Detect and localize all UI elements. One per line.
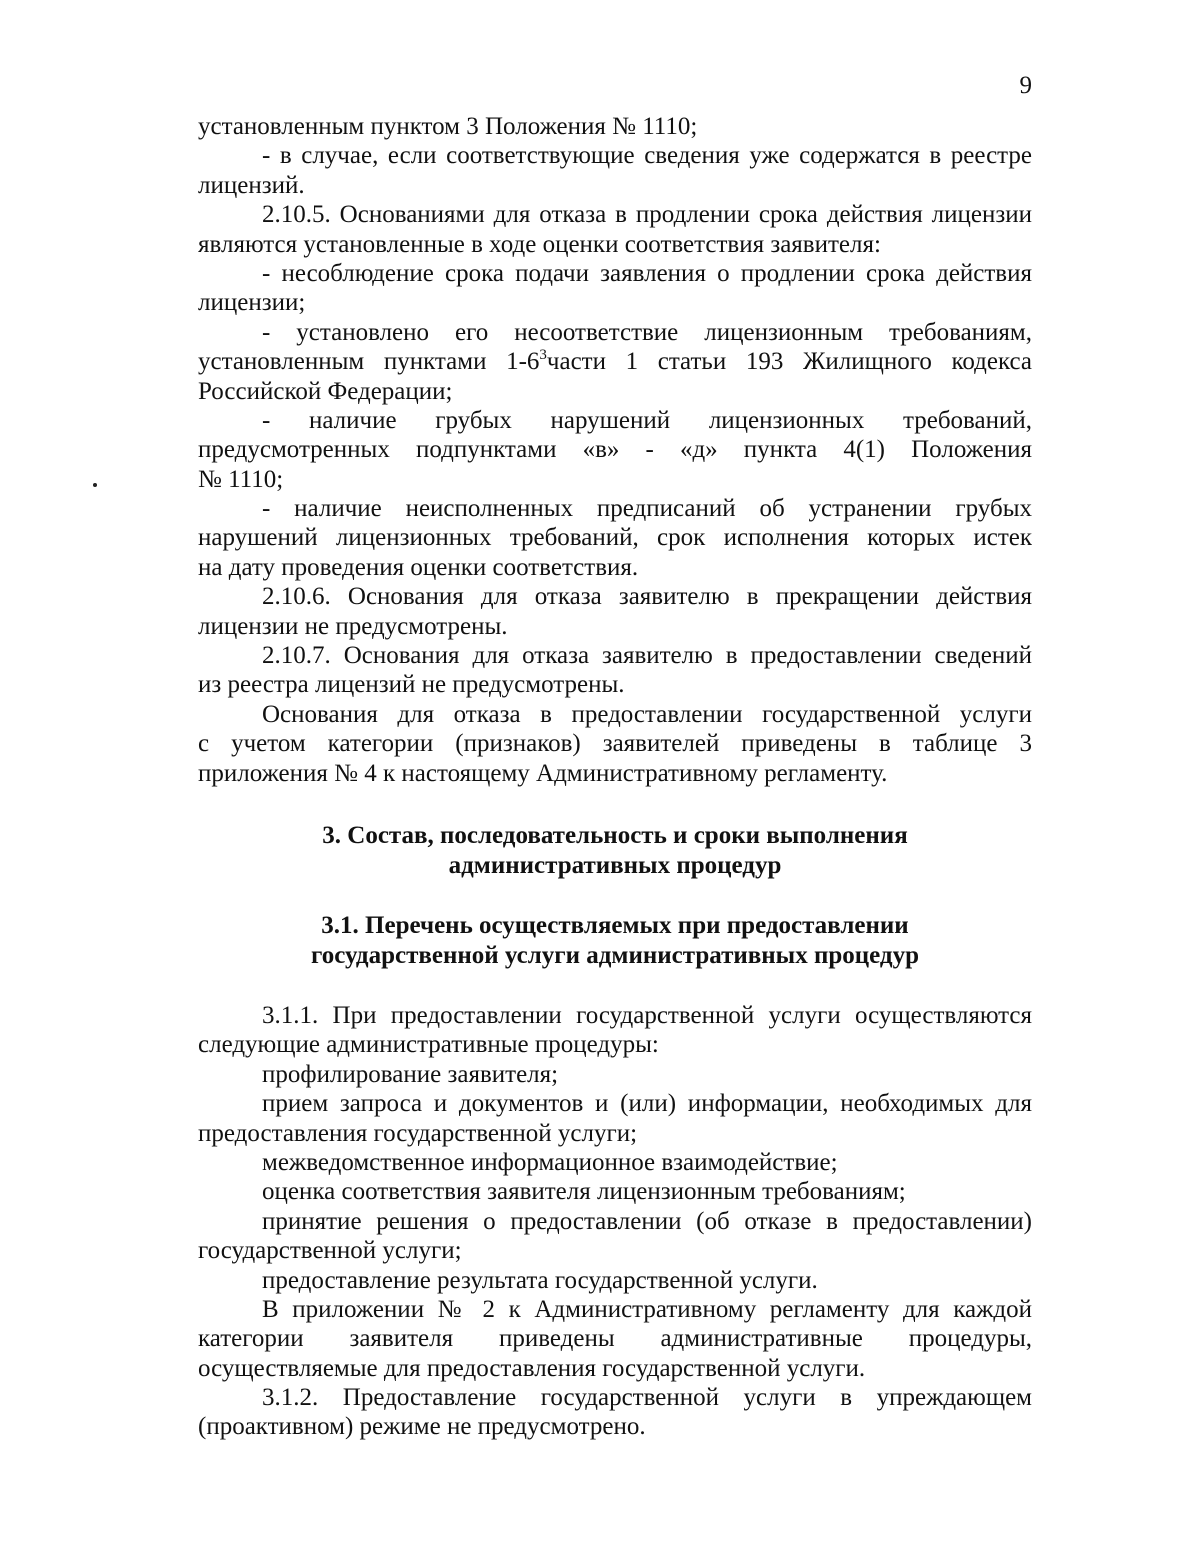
text-line: - установлено его несоответствие лицензионным требованиям, <box>262 318 1032 346</box>
text-line: 2.10.6. Основания для отказа заявителю в прекращении действия <box>262 583 1032 611</box>
text-line: 3.1.2. Предоставление государственной услуги в упреждающем <box>262 1384 1032 1412</box>
text-line: 2.10.5. Основаниями для отказа в продлении срока действия лицензии <box>262 201 1032 229</box>
heading-line: 3. Состав, последовательность и сроки выполнения <box>322 821 908 849</box>
text-line: на дату проведения оценки соответствия. <box>198 553 639 581</box>
text-line: предоставление результата государственной услуги. <box>262 1266 818 1294</box>
heading-line: административных процедур <box>448 851 782 879</box>
text-line: 3.1.1. При предоставлении государственной услуги осуществляются <box>262 1001 1032 1029</box>
text-line: межведомственное информационное взаимодействие; <box>262 1148 838 1176</box>
text-fragment: установленным пунктами 1-6 <box>198 348 540 376</box>
text-line: В приложении № 2 к Административному регламенту для каждой <box>262 1295 1032 1323</box>
document-body <box>198 112 1032 1442</box>
text-line: - наличие неисполненных предписаний об устранении грубых <box>262 495 1032 523</box>
text-line: осуществляемые для предоставления государственной услуги. <box>198 1354 866 1382</box>
text-line: профилирование заявителя; <box>262 1060 559 1088</box>
text-line: нарушений лицензионных требований, срок исполнения которых истек <box>198 524 1032 552</box>
superscript: 3 <box>539 347 547 364</box>
text-line <box>198 347 1032 376</box>
text-line: государственной услуги; <box>198 1237 462 1265</box>
text-line: лицензии не предусмотрены. <box>198 612 508 640</box>
text-line: 2.10.7. Основания для отказа заявителю в предоставлении сведений <box>262 642 1032 670</box>
heading-line: 3.1. Перечень осуществляемых при предоставлении <box>321 911 909 939</box>
text-line: - наличие грубых нарушений лицензионных требований, <box>262 406 1032 434</box>
text-line: лицензии; <box>198 289 306 317</box>
text-line: Основания для отказа в предоставлении государственной услуги <box>262 700 1032 728</box>
text-line: следующие административные процедуры: <box>198 1031 659 1059</box>
scan-speck <box>93 483 97 487</box>
text-line: оценка соответствия заявителя лицензионным требованиям; <box>262 1178 906 1206</box>
text-line: предоставления государственной услуги; <box>198 1119 638 1147</box>
section-heading <box>198 821 1032 881</box>
heading-line: государственной услуги административных процедур <box>311 941 919 969</box>
text-fragment: части 1 статьи 193 Жилищного кодекса <box>546 348 1032 376</box>
text-line: лицензий. <box>198 171 305 199</box>
page-number: 9 <box>1019 72 1032 99</box>
subsection-heading <box>198 911 1032 971</box>
text-line: - несоблюдение срока подачи заявления о продлении срока действия <box>262 259 1032 287</box>
text-line: установленным пунктом 3 Положения № 1110; <box>198 113 698 140</box>
text-line: принятие решения о предоставлении (об отказе в предоставлении) <box>262 1207 1032 1235</box>
text-line: (проактивном) режиме не предусмотрено. <box>198 1413 646 1441</box>
text-line: с учетом категории (признаков) заявителей приведены в таблице 3 <box>198 730 1032 758</box>
text-line: предусмотренных подпунктами «в» - «д» пункта 4(1) Положения <box>198 436 1032 464</box>
text-line: категории заявителя приведены административные процедуры, <box>198 1325 1032 1353</box>
text-line: являются установленные в ходе оценки соответствия заявителя: <box>198 230 881 258</box>
text-line: № 1110; <box>198 465 284 493</box>
text-line: приложения № 4 к настоящему Административному регламенту. <box>198 759 888 787</box>
text-line: - в случае, если соответствующие сведения уже содержатся в реестре <box>262 142 1032 170</box>
text-line: Российской Федерации; <box>198 377 453 405</box>
text-line: прием запроса и документов и (или) информации, необходимых для <box>262 1090 1032 1118</box>
text-line: из реестра лицензий не предусмотрены. <box>198 671 625 699</box>
